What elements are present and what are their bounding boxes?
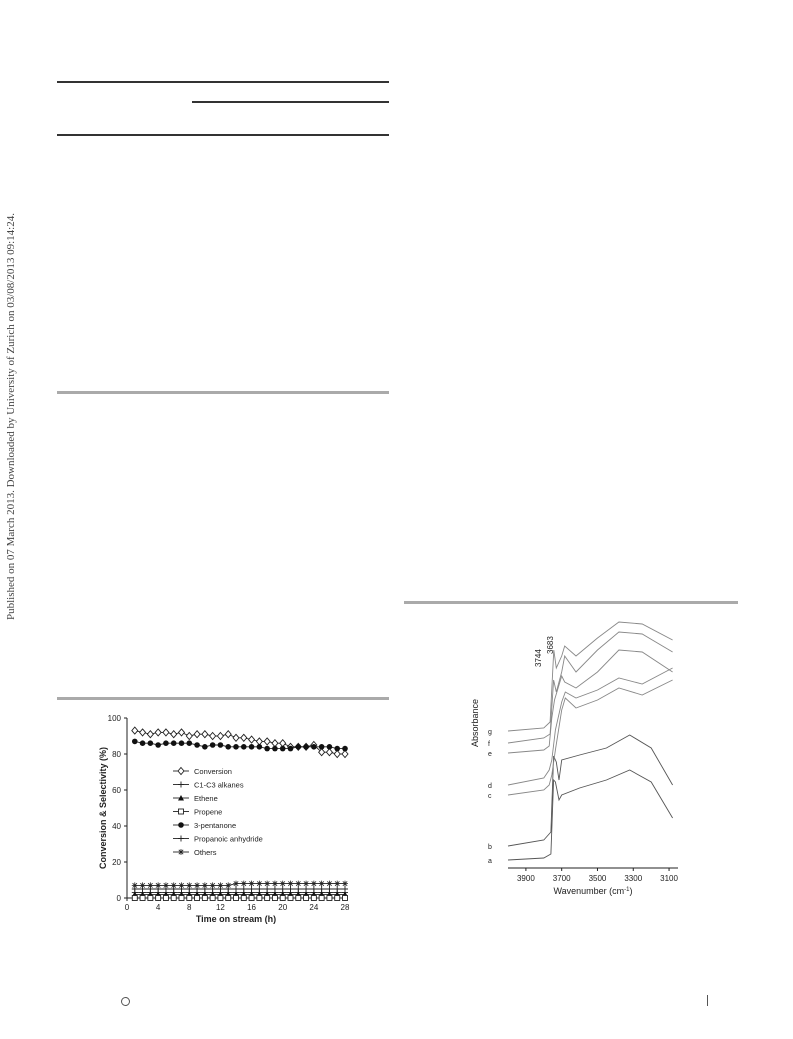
x-axis-title: Time on stream (h) — [195, 914, 277, 924]
stability-chart — [95, 708, 365, 930]
data-point — [233, 886, 239, 892]
ir-spectra-chart — [468, 610, 683, 902]
data-point — [280, 896, 285, 901]
data-point — [132, 739, 138, 745]
data-point — [156, 896, 161, 901]
legend-entry — [173, 821, 236, 830]
data-point — [288, 896, 293, 901]
data-point — [148, 740, 154, 746]
data-point — [225, 731, 231, 738]
data-point — [334, 751, 340, 758]
data-point — [210, 742, 216, 748]
data-point — [303, 744, 309, 750]
data-point — [187, 896, 192, 901]
data-point — [194, 742, 200, 748]
spectrum-e — [508, 650, 673, 753]
data-point — [194, 882, 200, 888]
x-tick-label: 12 — [215, 903, 225, 912]
legend-entry — [173, 781, 244, 790]
x-tick-label: 24 — [309, 903, 319, 912]
spectrum-a — [508, 770, 673, 860]
legend-marker — [178, 782, 184, 788]
table-top-rule — [57, 81, 389, 83]
data-point — [264, 881, 270, 887]
x-tick-label: 8 — [187, 903, 192, 912]
data-point — [217, 882, 223, 888]
data-point — [303, 886, 309, 892]
data-point — [334, 746, 340, 752]
y-tick-label: 60 — [112, 786, 121, 795]
y-tick-label: 80 — [112, 750, 121, 759]
x-tick-label: 16 — [247, 903, 257, 912]
data-point — [249, 744, 255, 750]
data-point — [311, 886, 317, 892]
data-point — [155, 729, 161, 736]
x-tick-label: 3300 — [624, 874, 643, 883]
data-point — [171, 740, 177, 746]
data-point — [233, 734, 239, 741]
spectrum-label: e — [488, 751, 492, 758]
series-4 — [132, 739, 348, 752]
data-point — [342, 881, 348, 887]
data-point — [319, 886, 325, 892]
data-point — [342, 886, 348, 892]
legend-marker — [178, 849, 184, 855]
data-point — [311, 881, 317, 887]
data-point — [233, 881, 239, 887]
x-tick-label: 3100 — [660, 874, 678, 883]
data-point — [163, 740, 169, 746]
legend-label: Others — [194, 848, 217, 857]
data-point — [132, 882, 138, 888]
data-point — [295, 881, 301, 887]
x-axis-title: Wavenumber $(cm^{-1})$ — [553, 886, 633, 896]
data-point — [249, 896, 254, 901]
data-point — [272, 886, 278, 892]
data-point — [140, 740, 146, 746]
data-point — [272, 740, 278, 747]
spectrum-label: c — [488, 793, 492, 800]
data-point — [288, 886, 294, 892]
x-tick-label: 3900 — [516, 874, 535, 883]
data-point — [280, 886, 286, 892]
data-point — [311, 744, 317, 750]
data-point — [147, 882, 153, 888]
data-point — [202, 896, 207, 901]
spectrum-g — [508, 622, 673, 731]
legend-label: 3-pentanone — [194, 821, 237, 830]
data-point — [163, 896, 168, 901]
y-axis-title: Absorbance — [470, 698, 480, 748]
stability-chart-svg — [95, 708, 365, 930]
data-point — [210, 896, 215, 901]
scheme-rule — [57, 391, 389, 394]
x-tick-label: 3700 — [552, 874, 571, 883]
data-point — [256, 886, 262, 892]
data-point — [217, 733, 223, 740]
data-point — [148, 896, 153, 901]
data-point — [319, 744, 325, 750]
data-point — [132, 896, 137, 901]
data-point — [303, 881, 309, 887]
legend-entry — [173, 794, 218, 803]
data-point — [218, 896, 223, 901]
legend-marker — [179, 809, 184, 814]
data-point — [264, 738, 270, 745]
data-point — [218, 742, 224, 748]
data-point — [249, 886, 255, 892]
spectrum-label: g — [488, 729, 492, 736]
data-point — [241, 881, 247, 887]
data-point — [179, 729, 185, 736]
data-point — [342, 746, 348, 752]
data-point — [194, 731, 200, 738]
data-point — [334, 881, 340, 887]
data-point — [140, 729, 146, 736]
data-point — [171, 731, 177, 738]
data-point — [147, 731, 153, 738]
spectrum-label: b — [488, 844, 492, 851]
x-tick-label: 20 — [278, 903, 288, 912]
peak-label-3683: 3683 — [546, 636, 555, 654]
legend-marker — [178, 836, 184, 842]
data-point — [171, 896, 176, 901]
data-point — [241, 896, 246, 901]
legend-label: Propene — [194, 807, 223, 817]
data-point — [319, 881, 325, 887]
figure-rule-left — [57, 697, 389, 700]
y-tick-label: 0 — [116, 894, 121, 903]
legend-label: Propanoic anhydride — [194, 834, 263, 844]
data-point — [202, 882, 208, 888]
data-point — [241, 744, 247, 750]
data-point — [233, 744, 239, 750]
x-tick-label: 4 — [155, 903, 161, 912]
spectrum-label: d — [488, 783, 492, 790]
data-point — [326, 886, 332, 892]
data-point — [335, 896, 340, 901]
x-tick-label: 3500 — [588, 874, 607, 883]
legend-entry — [173, 767, 232, 776]
data-point — [327, 744, 333, 750]
data-point — [163, 882, 169, 888]
data-point — [140, 882, 146, 888]
data-point — [256, 738, 262, 745]
download-notice: Published on 07 March 2013. Downloaded by University of Zurich on 03/08/2013 09:14:24. — [5, 213, 17, 620]
data-point — [202, 731, 208, 738]
series-3 — [132, 896, 347, 901]
y-tick-label: 40 — [112, 822, 121, 831]
data-point — [272, 896, 277, 901]
data-point — [288, 881, 294, 887]
data-point — [272, 746, 278, 752]
data-point — [256, 881, 262, 887]
data-point — [264, 746, 270, 752]
spectrum-f — [508, 632, 673, 743]
figure-rule-right — [404, 601, 738, 604]
data-point — [234, 896, 239, 901]
data-point — [272, 881, 278, 887]
data-point — [264, 886, 270, 892]
data-point — [179, 740, 185, 746]
data-point — [179, 896, 184, 901]
data-point — [288, 746, 294, 752]
footer-divider — [707, 995, 708, 1006]
data-point — [342, 751, 348, 758]
spectrum-c — [508, 680, 673, 795]
x-tick-label: 0 — [124, 903, 130, 912]
data-point — [226, 896, 231, 901]
data-point — [186, 740, 192, 746]
data-point — [295, 886, 301, 892]
legend-entry — [173, 808, 222, 817]
data-point — [334, 886, 340, 892]
legend-entry — [173, 848, 217, 857]
data-point — [210, 733, 216, 740]
spectrum-label: a — [488, 858, 492, 865]
table-header-bottom-rule — [57, 134, 389, 136]
table-header-subrule — [192, 101, 389, 103]
data-point — [140, 896, 145, 901]
data-point — [163, 729, 169, 736]
data-point — [280, 740, 286, 747]
data-point — [326, 749, 332, 756]
spectrum-d — [508, 668, 673, 785]
x-tick-label: 28 — [340, 903, 350, 912]
data-point — [343, 896, 348, 901]
y-tick-label: 100 — [107, 714, 121, 723]
data-point — [241, 734, 247, 741]
data-point — [327, 896, 332, 901]
legend-marker — [178, 768, 184, 775]
spectrum-b — [508, 735, 673, 846]
data-point — [155, 742, 161, 748]
data-point — [295, 744, 301, 750]
data-point — [326, 881, 332, 887]
data-point — [186, 733, 192, 740]
data-point — [186, 882, 192, 888]
spectrum-label: f — [488, 741, 490, 748]
y-tick-label: 20 — [112, 858, 121, 867]
data-point — [257, 896, 262, 901]
data-point — [257, 744, 263, 750]
data-point — [241, 886, 247, 892]
data-point — [202, 744, 208, 750]
data-point — [319, 896, 324, 901]
legend-entry — [173, 835, 263, 844]
legend-label: Ethene — [194, 794, 218, 803]
data-point — [171, 882, 177, 888]
data-point — [249, 881, 255, 887]
data-point — [280, 881, 286, 887]
data-point — [280, 746, 286, 752]
legend-label: Conversion — [194, 767, 232, 776]
data-point — [179, 882, 185, 888]
data-point — [155, 882, 161, 888]
data-point — [225, 744, 231, 750]
data-point — [225, 882, 231, 888]
data-point — [132, 727, 138, 734]
data-point — [311, 896, 316, 901]
series-6 — [132, 881, 348, 889]
data-point — [195, 896, 200, 901]
ir-spectra-chart-svg — [468, 610, 683, 902]
data-point — [210, 882, 216, 888]
data-point — [265, 896, 270, 901]
y-axis-title: Conversion & Selectivity (%) — [98, 746, 108, 870]
legend-label: C1-C3 alkanes — [194, 780, 244, 790]
peak-label-3744: 3744 — [534, 649, 543, 667]
data-point — [249, 736, 255, 743]
data-point — [296, 896, 301, 901]
data-point — [304, 896, 309, 901]
footer-circle-icon — [121, 997, 130, 1006]
legend-marker — [178, 822, 184, 828]
